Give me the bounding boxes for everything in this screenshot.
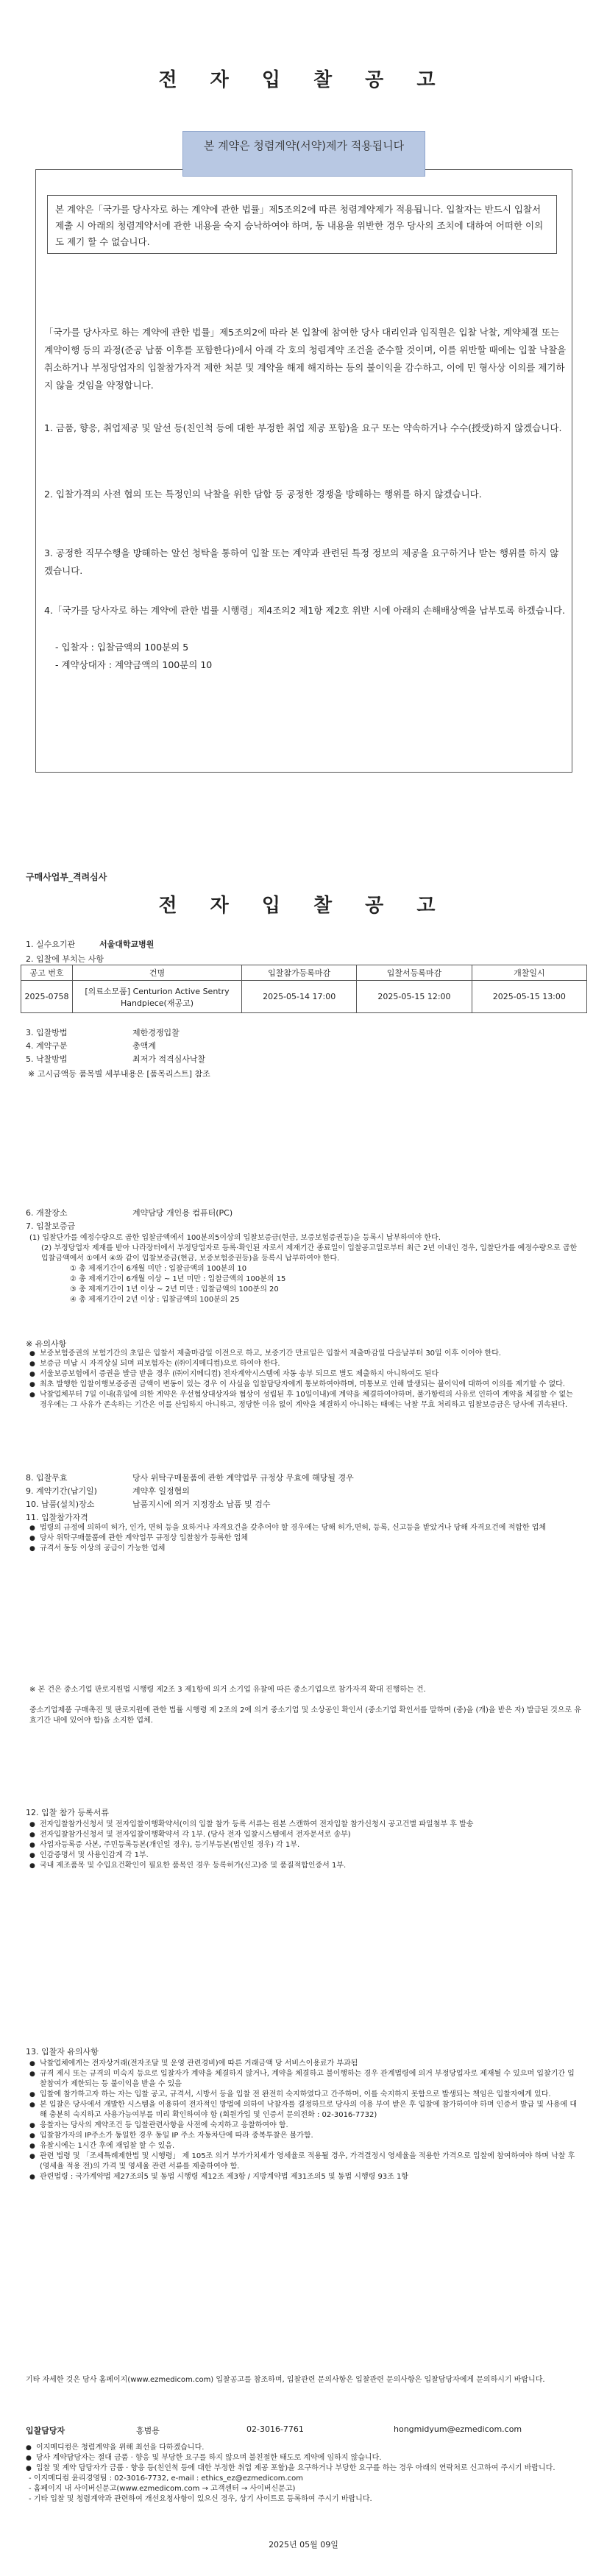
s7-line-4: ② 총 제재기간이 6개월 이상 ~ 1년 미만 : 입찰금액의 100분의 15 xyxy=(70,1275,286,1283)
s10-value: 납품지시에 의거 지정장소 납품 및 검수 xyxy=(132,1500,271,1509)
cell-opening-date: 2025-05-15 13:00 xyxy=(472,981,586,1013)
final-note-2: ● 당사 계약담당자는 절대 금품 · 향응 및 부당한 요구를 하지 않으며 불친절한 태도로 계약에 임하지 않습니다. xyxy=(26,2453,585,2463)
integrity-banner: 본 계약은 청렴계약(서약)제가 적용됩니다 xyxy=(182,131,425,177)
s12-item-4: ● 인감증명서 및 사용인감계 각 1부. xyxy=(29,1851,581,1861)
s3-value: 제한경쟁입찰 xyxy=(132,1028,180,1037)
department-label: 구매사업부_격려심사 xyxy=(26,872,107,882)
s2-label: 2. 입찰에 부치는 사항 xyxy=(26,954,104,964)
s7-notes xyxy=(29,1349,581,1411)
contact-role: 입찰담당자 xyxy=(26,2426,65,2435)
s9-label: 9. 계약기간(납기일) xyxy=(26,1486,97,1496)
s7-list xyxy=(29,1233,581,1305)
s11-item-2: ● 당사 위탁구매물품에 관한 계약업무 규정상 입찰참가 등록한 업체 xyxy=(29,1533,581,1544)
s13-item-2: ● 규격 제시 또는 규격의 미숙지 등으로 입찰자가 계약을 체결하지 않거나, 계약을 체결하고 불이행하는 경우 관계법령에 의거 부정당업자로 제재될 수 있으며 입찰기간 입찰참여가 제한되는 등 불이익을 받을 수 있음 xyxy=(29,2069,581,2090)
contact-phone: 02-3016-7761 xyxy=(246,2424,304,2434)
s7-note-3: ● 서울보증보험에서 증권을 발급 받을 경우 (㈜이지메디컴) 전자계약시스템에 자동 송부 되므로 별도 제출하지 아니하여도 된다 xyxy=(29,1369,581,1380)
s6-label: 6. 개찰장소 xyxy=(26,1208,68,1218)
s7-note-4: ● 최초 발행한 입찰이행보증증권 금액이 변동이 있는 경우 이 사실을 입찰담당자에게 통보하여야하며, 미통보로 인해 발생되는 불이익에 대하여 이의를 제기할 수 없다. xyxy=(29,1380,581,1390)
col-bid-deadline: 입찰서등록마감 xyxy=(357,965,472,981)
s5-value: 최저가 적격심사낙찰 xyxy=(132,1054,206,1064)
s13-item-9: ● 관련법령 : 국가계약법 제27조의5 및 동법 시행령 제12조 제3항 / 지방계약법 제31조의5 및 동법 시행령 93조 1항 xyxy=(29,2172,581,2182)
sme-note-2: 중소기업제품 구매촉진 및 판로지원에 관한 법률 시행령 제 2조의 2에 의거 중소기업 및 소상공인 확인서 (중소기업 확인서를 말하며 (중)을 (개)을 받은 자) 발급된 것으로 유효기간 내에 있어야 함)을 소지한 업체. xyxy=(29,1706,581,1725)
final-note-6: - 기타 입찰 및 청렴계약과 관련하여 개선요청사항이 있으신 경우, 상기 사이트로 등록하여 주시기 바랍니다. xyxy=(29,2495,372,2503)
s12-item-3: ● 사업자등록증 사본, 주민등록등본(개인일 경우), 등기부등본(법인일 경우) 각 1부. xyxy=(29,1840,581,1851)
integrity-item-4b: - 계약상대자 : 계약금액의 100분의 10 xyxy=(55,659,213,670)
final-note-1: ● 이지메디컴은 청렴계약을 위해 최선을 다하겠습니다. xyxy=(26,2443,585,2453)
s8-value: 당사 위탁구매물품에 관한 계약업무 규정상 무효에 해당될 경우 xyxy=(132,1473,354,1483)
table-row xyxy=(21,981,587,1013)
s7-notes-title: ※ 유의사항 xyxy=(26,1339,67,1349)
s1-label: 1. 실수요기관 xyxy=(26,940,76,949)
s13-list xyxy=(29,2059,581,2182)
contact-email: hongmidyum@ezmedicom.com xyxy=(394,2424,522,2434)
s7-line-3: ① 총 제재기간이 6개월 미만 : 입찰금액의 100분의 10 xyxy=(70,1265,247,1273)
s5-label: 5. 낙찰방법 xyxy=(26,1054,68,1064)
col-register-deadline: 입찰참가등록마감 xyxy=(242,965,357,981)
doc2-title: 전 자 입 찰 공 고 xyxy=(158,895,449,917)
final-note-3: ● 입찰 및 계약 담당자가 금품 · 향응 등(친인척 등에 대한 부정한 취업 제공 포함)을 요구하거나 부당한 요구를 하는 경우 아래의 연락처로 신고하여 주시기 바랍니다. xyxy=(26,2463,585,2474)
s11-item-3: ● 규격서 동등 이상의 공급이 가능한 업체 xyxy=(29,1544,581,1554)
s9-value: 계약후 일정협의 xyxy=(132,1486,190,1496)
s13-item-3: ● 입찰에 참가하고자 하는 자는 입찰 공고, 규격서, 시방서 등을 입찰 전 완전히 숙지하였다고 간주하며, 이를 숙지하지 못함으로 발생되는 책임은 입찰자에게 있다. xyxy=(29,2090,581,2100)
s12-item-5: ● 국내 제조품목 및 수입요건확인이 필요한 품목인 경우 등록허가(신고)증 및 품질적합인증서 1부. xyxy=(29,1861,581,1871)
s11-list xyxy=(29,1523,581,1554)
s13-item-7: ● 유찰시에는 1시간 후에 재입찰 할 수 있음. xyxy=(29,2141,581,2151)
cell-title: [의료소모품] Centurion Active Sentry Handpiece(재공고) xyxy=(73,981,242,1013)
s13-item-4: ● 본 입찰은 당사에서 개발한 시스템을 이용하여 전자적인 방법에 의하여 낙찰자를 결정하므로 당사의 이용 부여 받은 후 입찰에 참가하여야 하며 인증서 발급 및 사용에 대해 충분히 숙지하고 사용가능여부를 미리 확인하여야 함 (회원가입 및 인증서 문의전화 : 02-3016-7732) xyxy=(29,2100,581,2121)
col-opening-date: 개찰일시 xyxy=(472,965,586,981)
bid-table xyxy=(21,965,587,1013)
s7-label: 7. 입찰보증금 xyxy=(26,1221,76,1231)
final-note-4: - 이지메디컴 윤리경영팀 : 02-3016-7732, e-mail : ethics_ez@ezmedicom.com xyxy=(29,2474,304,2483)
col-title: 건명 xyxy=(73,965,242,981)
integrity-intro: 「국가를 당사자로 하는 계약에 관한 법률」제5조의2에 따라 본 입찰에 참여한 당사 대리인과 임직원은 입찰 낙찰, 계약체결 또는 계약이행 등의 과정(준공 납품 이후를 포함한다)에서 아래 각 호의 청렴계약 조건을 준수할 것이며, 이를 위반할 때에는 입찰 낙찰을 취소하거나 부정당업자의 입찰참가자격 제한 처분 및 계약을 해제 해지하는 등의 불이익을 감수하고, 이에 민 형사상 이의를 제기하지 않을 것임을 약정합니다. xyxy=(44,327,567,391)
s12-label: 12. 입찰 참가 등록서류 xyxy=(26,1808,109,1817)
integrity-outer-box xyxy=(35,169,572,773)
document-date: 2025년 05월 09일 xyxy=(269,2540,338,2550)
s11-label: 11. 입찰참가자격 xyxy=(26,1513,88,1522)
s4-value: 총액계 xyxy=(132,1041,156,1051)
s7-line-1: (1) 입찰단가를 예정수량으로 곱한 입찰금액에서 100분의5이상의 입찰보증금(현금, 보증보험증권등)을 등록시 납부하여야 한다. xyxy=(29,1234,441,1242)
cell-register-deadline: 2025-05-14 17:00 xyxy=(242,981,357,1013)
doc1-title: 전 자 입 찰 공 고 xyxy=(158,69,449,91)
s3-label: 3. 입찰방법 xyxy=(26,1028,68,1037)
s7-note-5: ● 낙찰업체부터 7일 이내(휴일에 의한 계약은 우선협상대상자와 협상이 성립된 후 10일이내)에 계약을 체결하여야하며, 불가항력의 사유로 인하여 계약을 체결할 수 없는 경우에는 그 사유가 존속하는 기간은 이를 산입하지 아니하고, 정당한 이유 없이 계약을 체결하지 아니하는 때에는 낙찰 무효 처리하고 입찰보증금은 당사에 귀속된다. xyxy=(29,1390,581,1411)
sme-note-1: ※ 본 건은 중소기업 판로지원법 시행령 제2조 3 제1항에 의거 소기업 유찰에 따른 중소기업으로 참가자격 확대 진행하는 건. xyxy=(29,1686,426,1694)
integrity-item-1: 1. 금품, 향응, 취업제공 및 알선 등(친인척 등에 대한 부정한 취업 제공 포함)을 요구 또는 약속하거나 수수(授受)하지 않겠습니다. xyxy=(44,422,562,433)
s1-value: 서울대학교병원 xyxy=(99,940,155,949)
s10-label: 10. 납품(설치)장소 xyxy=(26,1500,95,1509)
cell-notice-no: 2025-0758 xyxy=(21,981,73,1013)
s7-line-6: ④ 총 제재기간이 2년 이상 : 입찰금액의 100분의 25 xyxy=(70,1296,240,1304)
s8-label: 8. 입찰무효 xyxy=(26,1473,68,1483)
s11-item-1: ● 법령의 규정에 의하여 허가, 인가, 면허 등을 요하거나 자격요건을 갖추어야 할 경우에는 당해 허가,면허, 등록, 신고등을 받았거나 당해 자격요건에 적합한 업체 xyxy=(29,1523,581,1533)
s6-value: 계약담당 개인용 컴퓨터(PC) xyxy=(132,1208,233,1218)
contact-note: 기타 자세한 것은 당사 홈페이지(www.ezmedicom.com) 입찰공고를 참조하며, 입찰관련 문의사항은 입찰관련 문의사항은 입찰담당자에게 문의하시기 바랍니다. xyxy=(26,2376,545,2384)
s4-label: 4. 계약구분 xyxy=(26,1041,68,1051)
s7-line-5: ③ 총 제재기간이 1년 이상 ~ 2년 미만 : 입찰금액의 100분의 20 xyxy=(70,1285,279,1294)
contact-name: 홍범용 xyxy=(136,2426,160,2435)
final-notes xyxy=(26,2443,585,2505)
s13-item-6: ● 입찰참가자의 IP주소가 동일한 경우 동일 IP 주소 자동차단에 따라 중복투찰은 불가함. xyxy=(29,2131,581,2141)
s7-note-1: ● 보증보험증권의 보험기간의 초일은 입찰서 제출마감일 이전으로 하고, 보증기간 만료일은 입찰서 제출마감일 다음날부터 30일 이후 이어야 한다. xyxy=(29,1349,581,1359)
s13-item-8: ● 관련 법령 및 「조세특례제한법 및 시행령」 제 105조 의거 부가가치세가 영세율로 적용될 경우, 가격결정시 영세율을 적용한 가격으로 입찰에 참여하여야 하며 낙찰 후 (영세율 적용 전)의 가격 및 영세율 관련 서류를 제출하여야 함. xyxy=(29,2151,581,2172)
integrity-item-2: 2. 입찰가격의 사전 협의 또는 특정인의 낙찰을 위한 담합 등 공정한 경쟁을 방해하는 행위를 하지 않겠습니다. xyxy=(44,489,482,500)
integrity-item-3: 3. 공정한 직무수행을 방해하는 알선 청탁을 통하여 입찰 또는 계약과 관련된 특정 정보의 제공을 요구하거나 받는 행위를 하지 않겠습니다. xyxy=(44,547,559,576)
integrity-item-4a: - 입찰자 : 입찰금액의 100분의 5 xyxy=(55,642,189,653)
s13-item-1: ● 낙찰업체에게는 전자상거래(전자조달 및 운영 관련경비)에 따른 거래금액 당 서비스이용료가 부과됨 xyxy=(29,2059,581,2069)
integrity-inner-box: 본 계약은「국가를 당사자로 하는 계약에 관한 법률」제5조의2에 따른 청렴계약제가 적용됩니다. 입찰자는 반드시 입찰서 제출 시 아래의 청렴계약서에 관한 내용을 숙지 승낙하여야 하며, 동 내용을 위반한 경우 당사의 조치에 대하여 어떠한 이의도 제기 할 수 없습니다. xyxy=(47,195,557,254)
s7-note-2: ● 보증금 미납 시 자격상실 되며 피보험자는 (㈜이지메디컴)으로 하여야 한다. xyxy=(29,1359,581,1369)
cell-bid-deadline: 2025-05-15 12:00 xyxy=(357,981,472,1013)
s12-item-2: ● 전자입찰참가신청서 및 전자입찰이행확약서 각 1부. (당사 전자 입찰시스템에서 전자문서로 송부) xyxy=(29,1830,581,1840)
s13-label: 13. 입찰자 유의사항 xyxy=(26,2047,99,2057)
integrity-item-4: 4.「국가를 당사자로 하는 계약에 관한 법률 시행령」제4조의2 제1항 제2호 위반 시에 아래의 손해배상액을 납부토록 하겠습니다. xyxy=(44,605,565,616)
s5-note: ※ 고시금액등 품목별 세부내용은 [품목리스트] 참조 xyxy=(28,1069,210,1079)
final-note-5: - 홈페이지 내 사이버신문고(www.ezmedicom.com → 고객센터 → 사이버신문고) xyxy=(29,2485,296,2493)
s7-line-2: (2) 부정당업자 제재를 받아 나라장터에서 부정당업자로 등록·확인된 자로서 제재기간 종료일이 입찰공고일로부터 최근 2년 이내인 경우, 입찰단가를 예정수량으로 곱한 입찰금액에서 ①에서 ④와 같이 입찰보증금(현금, 보증보험증권등)을 등록시 납부하여야 한다. xyxy=(41,1244,578,1263)
s13-item-5: ● 응찰자는 당사의 계약조건 등 입찰관련사항을 사전에 숙지하고 응찰하여야 함. xyxy=(29,2121,581,2131)
s12-list xyxy=(29,1820,581,1871)
s12-item-1: ● 전자입찰참가신청서 및 전자입찰이행확약서(이의 입찰 참가 등록 서류는 원본 스캔하여 전자입찰 참가신청시 공고건별 파일첨부 후 발송 xyxy=(29,1820,581,1830)
col-notice-no: 공고 번호 xyxy=(21,965,73,981)
